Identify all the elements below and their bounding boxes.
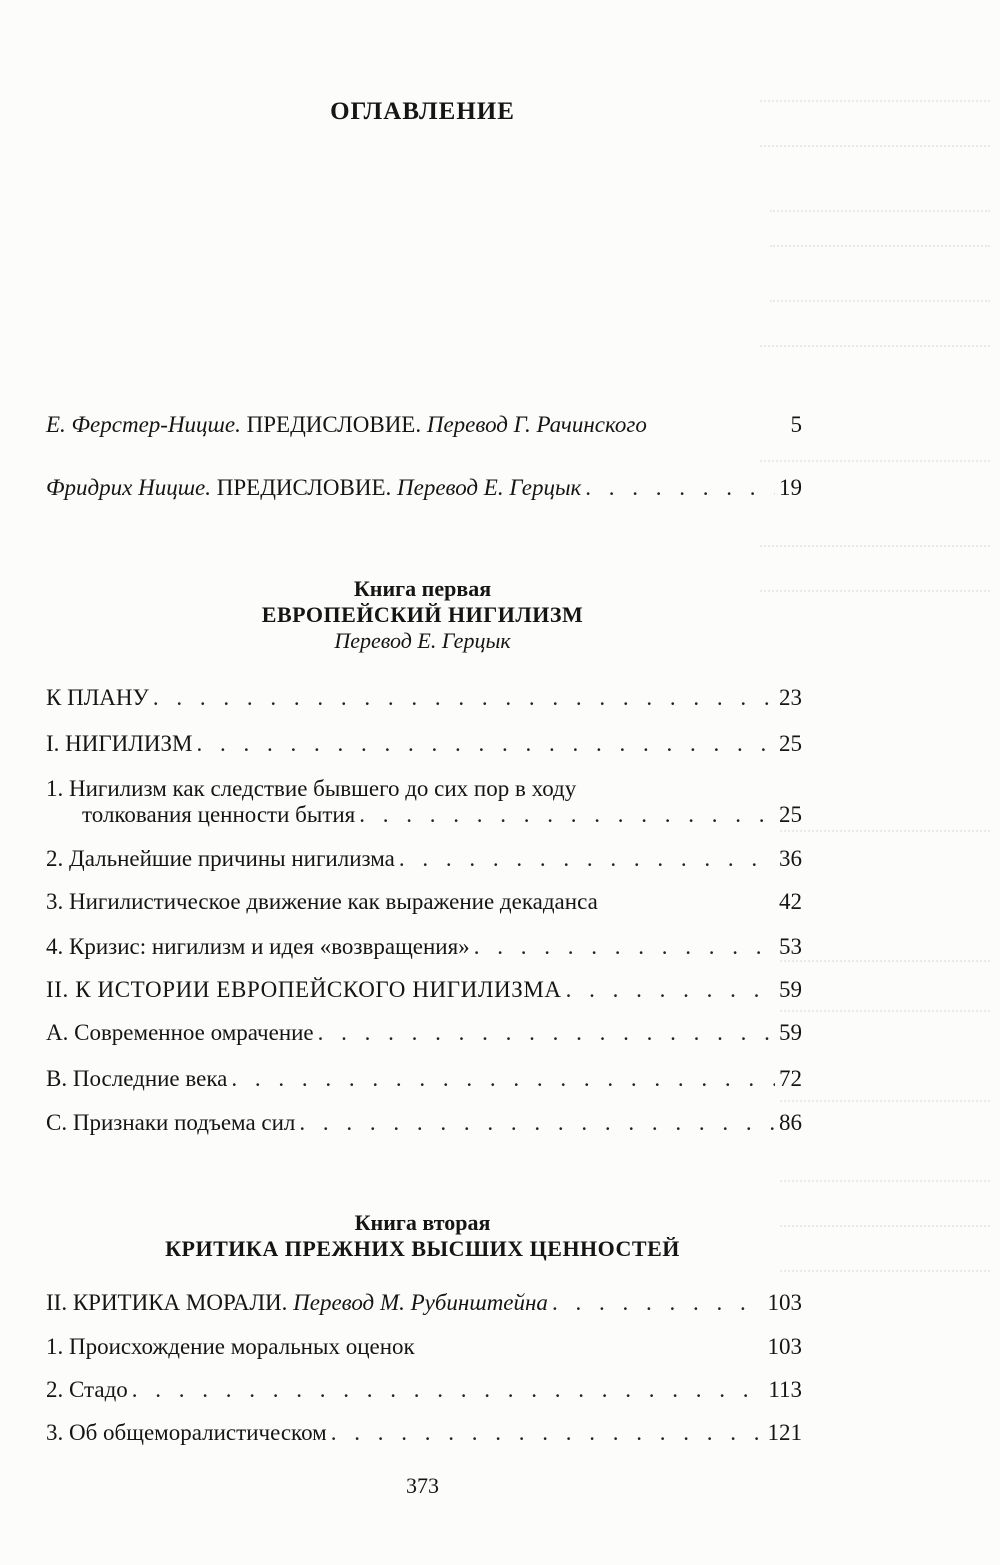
entry-title: B. Последние века <box>46 1066 228 1091</box>
page-ref: 25 <box>779 731 802 756</box>
entry-title-line1[interactable]: 1. Нигилизм как следствие бывшего до сих пор в ходу <box>46 776 577 801</box>
book2-name: КРИТИКА ПРЕЖНИХ ВЫСШИХ ЦЕННОСТЕЙ <box>165 1236 680 1261</box>
dot-leader <box>474 934 775 960</box>
dot-leader <box>331 1420 764 1446</box>
preface-translator: Перевод Г. Рачинского <box>426 412 647 437</box>
book2-label: Книга вторая <box>354 1210 491 1235</box>
entry-title: 3. Нигилистическое движение как выражение декаданса <box>46 889 598 914</box>
toc-entry[interactable] <box>82 802 802 828</box>
dot-leader <box>132 1377 765 1403</box>
dot-leader <box>552 1290 764 1316</box>
dot-leader <box>153 685 775 711</box>
preface-author: Фридрих Ницше. <box>46 475 212 500</box>
preface-translator: Перевод Е. Герцык <box>397 475 582 500</box>
book1-label: Книга первая <box>353 576 492 601</box>
book1-translator: Перевод Е. Герцык <box>334 628 511 653</box>
page-ref: 86 <box>779 1110 802 1135</box>
dot-leader <box>585 475 775 501</box>
page-ref: 53 <box>779 934 802 959</box>
entry-title-line2: толкования ценности бытия <box>82 802 356 827</box>
page-ref: 25 <box>779 802 802 827</box>
page-title: ОГЛАВЛЕНИЕ <box>330 98 515 125</box>
toc-entry[interactable] <box>46 1066 802 1092</box>
book1-heading <box>0 576 845 654</box>
toc-entry[interactable] <box>46 977 802 1003</box>
entry-title: 2. Стадо <box>46 1377 128 1402</box>
toc-entry[interactable] <box>46 1020 802 1046</box>
book2-heading <box>0 1210 845 1262</box>
book1-name: ЕВРОПЕЙСКИЙ НИГИЛИЗМ <box>261 602 584 627</box>
toc-entry[interactable] <box>46 889 802 915</box>
toc-entry[interactable] <box>46 1377 802 1403</box>
page-ref: 121 <box>767 1420 802 1445</box>
preface-author: Е. Ферстер-Ницше. <box>46 412 241 437</box>
entry-title: 3. Об общеморалистическом <box>46 1420 327 1445</box>
entry-title: 4. Кризис: нигилизм и идея «возвращения» <box>46 934 470 959</box>
toc-entry-preface-forster[interactable] <box>46 412 802 438</box>
page-ref: 5 <box>790 412 802 437</box>
entry-title: II. К ИСТОРИИ ЕВРОПЕЙСКОГО НИГИЛИЗМА <box>46 977 562 1002</box>
dot-leader <box>399 846 775 872</box>
page-ref: 59 <box>779 977 802 1002</box>
entry-title: A. Современное омрачение <box>46 1020 314 1045</box>
toc-entry[interactable] <box>46 1290 802 1316</box>
page-ref: 72 <box>779 1066 802 1091</box>
dot-leader <box>196 731 775 757</box>
dot-leader <box>359 802 775 828</box>
entry-title: C. Признаки подъема сил <box>46 1110 296 1135</box>
page-ref: 59 <box>779 1020 802 1045</box>
dot-leader <box>231 1066 775 1092</box>
entry-title: II. КРИТИКА МОРАЛИ. <box>46 1290 294 1315</box>
toc-entry[interactable] <box>46 731 802 757</box>
toc-entry[interactable] <box>46 685 802 711</box>
preface-heading: ПРЕДИСЛОВИЕ. <box>240 412 427 437</box>
page-ref: 113 <box>768 1377 802 1402</box>
page-ref: 36 <box>779 846 802 871</box>
toc-entry[interactable] <box>46 846 802 872</box>
dot-leader <box>299 1110 775 1136</box>
entry-title: I. НИГИЛИЗМ <box>46 731 193 756</box>
toc-entry[interactable] <box>46 1334 802 1360</box>
toc-entry[interactable] <box>46 934 802 960</box>
page-ref: 103 <box>767 1334 802 1359</box>
toc-entry[interactable] <box>46 1420 802 1446</box>
dot-leader <box>318 1020 775 1046</box>
toc-entry[interactable] <box>46 1110 802 1136</box>
page-ref: 42 <box>779 889 802 914</box>
page-ref: 103 <box>767 1290 802 1315</box>
entry-title: 2. Дальнейшие причины нигилизма <box>46 846 395 871</box>
entry-translator: Перевод М. Рубинштейна <box>293 1290 548 1315</box>
entry-title: 1. Происхождение моральных оценок <box>46 1334 415 1359</box>
page-ref: 23 <box>779 685 802 710</box>
entry-title: К ПЛАНУ <box>46 685 149 710</box>
dot-leader <box>566 977 775 1003</box>
toc-entry-preface-nietzsche[interactable] <box>46 475 802 501</box>
preface-heading: ПРЕДИСЛОВИЕ. <box>211 475 398 500</box>
page-ref: 19 <box>779 475 802 500</box>
page-number: 373 <box>406 1473 439 1498</box>
